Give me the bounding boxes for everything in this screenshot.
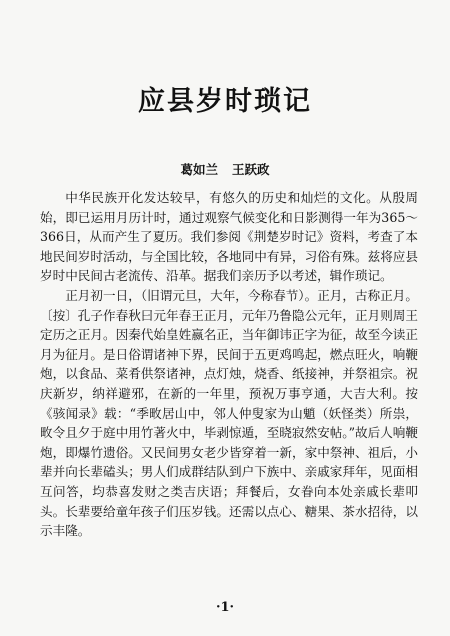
- page-number: ·1·: [215, 600, 235, 615]
- article-title: 应县岁时琐记: [138, 86, 312, 117]
- author-line: [0, 164, 450, 177]
- paragraph-new-year: 正月初一日，（旧谓元旦，大年，今称春节）。正月，古称正月。〔按〕孔子作春秋曰元年春王正月，元年乃鲁隐公元年，正月则周王定历之正月。因秦代始皇姓嬴名正，当年御讳正字为征，故至今读正月为征月。是日俗谓诸神下界，民间于五更鸡鸣起，燃点旺火，响鞭炮，以食品、菜肴供祭诸神，点灯烛，烧香、纸接神，并祭祖宗。祝庆新岁，纳祥避邪，在新的一年里，预祝万事亨通，大吉大利。按《骇闻录》载：“季畋居山中，邻人仲叟家为山魈（妖怪类）所祟，畋令且夕于庭中用竹著火中，毕剥惊遁，至晓寂然安帖。”故后人响鞭炮，即爆竹遗俗。又民间男女老少皆穿着一新，家中祭神、祖后，小辈并向长辈磕头；男人们成群结队到户下族中、亲戚家拜年，见面相互问答，均恭喜发财之类吉庆语；拜餐后，女眷向本处亲戚长辈叩头。长辈要给童年孩子们压岁钱。还需以点心、糖果、茶水招待，以示丰隆。: [40, 287, 418, 539]
- paragraph-intro: 中华民族开化发达较早，有悠久的历史和灿烂的文化。从殷周始，即已运用月历计时，通过观察气候变化和日影测得一年为365～366日，从而产生了夏历。我们参阅《荆楚岁时记》资料，考查了本地民间岁时活动，与全国比较，各地同中有异，习俗有殊。兹将应县岁时中民间古老流传、沿革。据我们亲历予以考述，辑作琐记。: [40, 190, 418, 284]
- author-name: 葛如兰: [180, 162, 218, 177]
- author-name: 王跃政: [232, 162, 270, 177]
- article-body: [40, 188, 418, 541]
